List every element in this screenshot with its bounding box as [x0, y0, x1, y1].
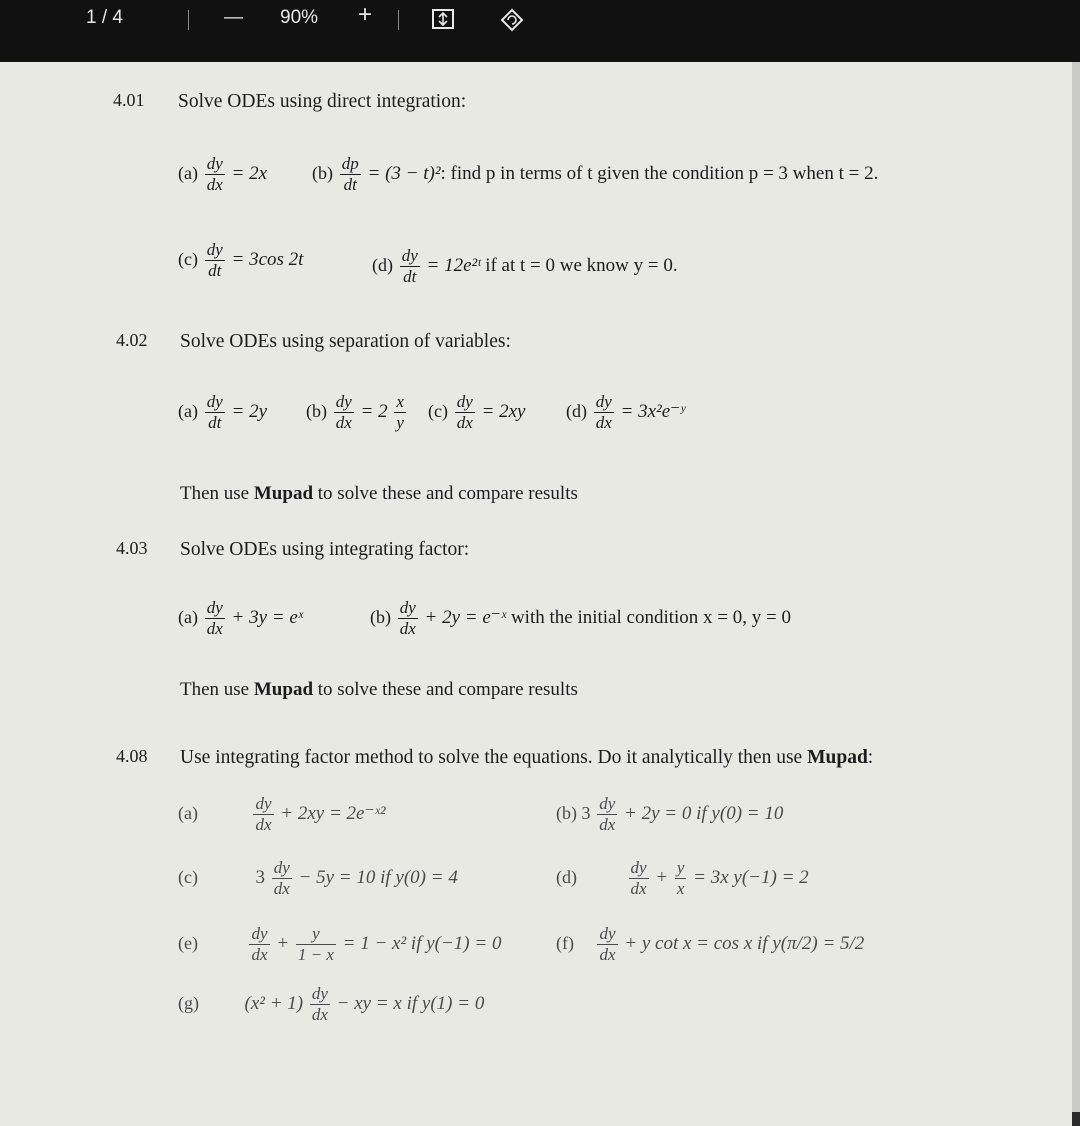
document-page [0, 62, 1072, 1126]
problem-4-02-d: (d) $\frac{dy}{dx}$ = 3x²e⁻ʸ [566, 392, 686, 432]
problem-4-02-b: (b) $\frac{dy}{dx}$ = 2 $\frac{x}{y}$ [306, 392, 404, 432]
section-number: 4.01 [113, 90, 145, 110]
rotate-icon[interactable] [500, 8, 524, 39]
problem-4-01-c: (c) $\frac{dy}{dt}$ = 3cos 2t [178, 240, 304, 280]
mupad-instruction: Then use Mupad to solve these and compare results [180, 679, 578, 700]
problem-4-08-f: (f) $\frac{dy}{dx}$ + y cot x = cos x if y(π/2) = 5/2 [556, 924, 865, 964]
section-heading: Solve ODEs using direct integration: [178, 91, 467, 112]
section-number: 4.03 [116, 538, 148, 558]
page-indicator[interactable]: 1 / 4 [86, 7, 123, 28]
section-number: 4.08 [116, 746, 148, 766]
problem-4-02-c: (c) $\frac{dy}{dx}$ = 2xy [428, 392, 526, 432]
problem-4-08-c: (c) 3 $\frac{dy}{dx}$ − 5y = 10 if y(0) = 4 [178, 858, 458, 898]
zoom-level[interactable]: 90% [280, 7, 319, 28]
problem-4-08-b: (b) 3 $\frac{dy}{dx}$ + 2y = 0 if y(0) = 10 [556, 794, 784, 834]
section-heading: Solve ODEs using separation of variables: [180, 331, 511, 352]
page-scrollbar[interactable] [1072, 62, 1080, 1112]
section-heading: Use integrating factor method to solve the equations. Do it analytically then use Mupad: [180, 747, 874, 768]
section-heading: Solve ODEs using integrating factor: [180, 539, 470, 560]
zoom-out-button[interactable]: — [224, 7, 243, 28]
problem-4-08-d: (d) $\frac{dy}{dx}$ + $\frac{y}{x}$ = 3x y(−1) = 2 [556, 858, 809, 898]
problem-4-02-a: (a) $\frac{dy}{dt}$ = 2y [178, 392, 268, 432]
toolbar-divider [398, 10, 399, 30]
problem-4-03-a: (a) $\frac{dy}{dx}$ + 3y = eˣ [178, 598, 304, 638]
pdf-toolbar [0, 0, 1080, 62]
toolbar-divider [188, 10, 189, 30]
mupad-instruction: Then use Mupad to solve these and compare results [180, 483, 578, 504]
problem-4-08-a: (a) $\frac{dy}{dx}$ + 2xy = 2e⁻ˣ² [178, 794, 386, 834]
section-number: 4.02 [116, 330, 148, 350]
fit-page-icon[interactable] [432, 9, 454, 36]
problem-4-08-e: (e) $\frac{dy}{dx}$ + $\frac{y}{1 - x}$ = 1 − x² if y(−1) = 0 [178, 924, 502, 964]
problem-4-01-b: (b) $\frac{dp}{dt}$ = (3 − t)²: find p in terms of t given the condition p = 3 when t = 2. [312, 154, 879, 194]
problem-4-01-a: (a) $\frac{dy}{dx}$ = 2x [178, 154, 268, 194]
problem-4-03-b: (b) $\frac{dy}{dx}$ + 2y = e⁻ˣ with the initial condition x = 0, y = 0 [370, 598, 791, 638]
zoom-in-button[interactable]: + [358, 1, 373, 28]
problem-4-01-d: (d) $\frac{dy}{dt}$ = 12e²ᵗ if at t = 0 we know y = 0. [372, 246, 678, 286]
problem-4-08-g: (g) (x² + 1) $\frac{dy}{dx}$ − xy = x if y(1) = 0 [178, 984, 485, 1024]
